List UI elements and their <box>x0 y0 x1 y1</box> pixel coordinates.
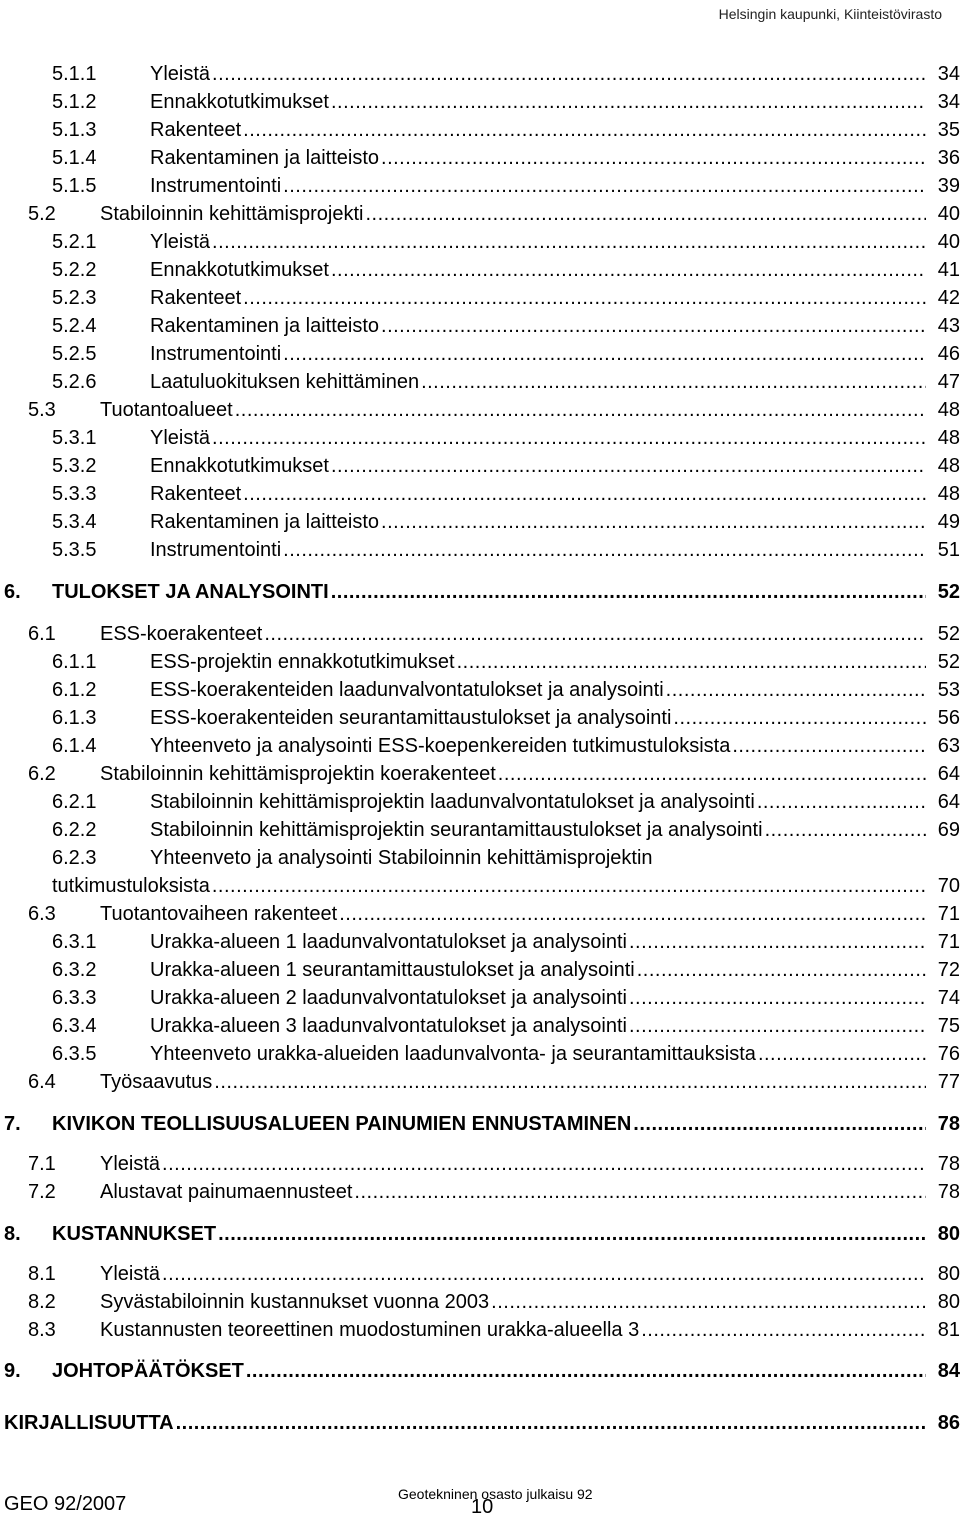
toc-entry[interactable] <box>0 258 960 282</box>
toc-entry[interactable] <box>0 1290 960 1314</box>
toc-entry-page: 78 <box>937 1153 960 1175</box>
toc-entry[interactable] <box>0 706 960 730</box>
toc-entry-number: 5.2.3 <box>52 287 97 309</box>
toc-leader-dots <box>162 1152 926 1176</box>
toc-entry[interactable] <box>0 1262 960 1286</box>
toc-entry[interactable] <box>0 790 960 814</box>
toc-leader-dots <box>765 818 926 842</box>
toc-entry-number: 5.1.3 <box>52 119 97 141</box>
toc-leader-dots <box>162 1262 926 1286</box>
toc-entry[interactable] <box>0 1318 960 1342</box>
toc-entry-title: Kustannusten teoreettinen muodostuminen urakka-alueella 3 <box>100 1319 640 1341</box>
toc-leader-dots <box>212 426 926 450</box>
toc-entry[interactable] <box>0 874 960 898</box>
toc-entry-number: 5.2.4 <box>52 315 97 337</box>
toc-entry[interactable] <box>0 762 960 786</box>
toc-entry-page: 48 <box>937 427 960 449</box>
toc-entry-page: 74 <box>937 987 960 1009</box>
toc-entry-page: 75 <box>937 1015 960 1037</box>
toc-entry-page: 78 <box>937 1113 960 1135</box>
toc-leader-dots <box>218 1222 926 1246</box>
toc-leader-dots <box>214 1070 926 1094</box>
toc-leader-dots <box>365 202 926 226</box>
toc-leader-dots <box>629 1014 926 1038</box>
toc-entry-page: 47 <box>937 371 960 393</box>
toc-entry-number: 6.2 <box>28 763 56 785</box>
toc-entry-number: 6.3.4 <box>52 1015 97 1037</box>
toc-entry-title: Stabiloinnin kehittämisprojektin seurantamittaustulokset ja analysointi <box>150 819 763 841</box>
toc-entry-page: 78 <box>937 1181 960 1203</box>
toc-entry-number: 6.3 <box>28 903 56 925</box>
toc-entry[interactable] <box>0 930 960 954</box>
toc-entry-number: 8.1 <box>28 1263 56 1285</box>
toc-entry[interactable] <box>0 90 960 114</box>
toc-leader-dots <box>331 454 926 478</box>
toc-entry[interactable] <box>0 650 960 674</box>
toc-entry-title: JOHTOPÄÄTÖKSET <box>52 1360 244 1382</box>
toc-entry-page: 80 <box>937 1223 960 1245</box>
toc-entry-number: 5.1.4 <box>52 147 97 169</box>
toc-entry-number: 5.3.5 <box>52 539 97 561</box>
toc-entry-page: 84 <box>937 1360 960 1382</box>
toc-entry-number: 6.3.1 <box>52 931 97 953</box>
toc-entry-number: 5.3.3 <box>52 483 97 505</box>
toc-entry[interactable] <box>0 1112 960 1136</box>
document-header: Helsingin kaupunki, Kiinteistövirasto <box>718 6 942 22</box>
footer-report-id: GEO 92/2007 <box>4 1493 127 1515</box>
toc-entry-title: Yleistä <box>150 231 211 253</box>
toc-entry-title: Rakenteet <box>150 287 242 309</box>
toc-leader-dots <box>283 174 926 198</box>
toc-leader-dots <box>491 1290 926 1314</box>
toc-entry-number: 5.3.2 <box>52 455 97 477</box>
toc-entry[interactable] <box>0 426 960 450</box>
toc-entry-number: 6.1.4 <box>52 735 97 757</box>
toc-entry-page: 80 <box>937 1291 960 1313</box>
toc-entry[interactable] <box>0 1222 960 1246</box>
toc-entry-title: Syvästabiloinnin kustannukset vuonna 2003 <box>100 1291 490 1313</box>
toc-entry-number: 5.2 <box>28 203 56 225</box>
toc-entry[interactable] <box>0 580 960 604</box>
toc-leader-dots <box>381 146 926 170</box>
toc-entry-page: 71 <box>937 931 960 953</box>
toc-leader-dots <box>283 342 926 366</box>
toc-leader-dots <box>421 370 926 394</box>
toc-entry-number: 7.2 <box>28 1181 56 1203</box>
toc-entry[interactable] <box>0 678 960 702</box>
toc-leader-dots <box>243 482 926 506</box>
toc-entry-page: 70 <box>937 875 960 897</box>
toc-leader-dots <box>629 930 926 954</box>
toc-leader-dots <box>331 90 926 114</box>
toc-entry[interactable] <box>0 482 960 506</box>
footer-publication: Geotekninen osasto julkaisu 92 <box>398 1486 593 1502</box>
toc-entry-title: Työsaavutus <box>100 1071 213 1093</box>
toc-entry-number: 7.1 <box>28 1153 56 1175</box>
toc-entry-page: 53 <box>937 679 960 701</box>
toc-leader-dots <box>243 286 926 310</box>
toc-entry-title: Tuotantovaiheen rakenteet <box>100 903 338 925</box>
toc-entry[interactable] <box>0 986 960 1010</box>
toc-entry-page: 48 <box>937 483 960 505</box>
toc-entry-title: Laatuluokituksen kehittäminen <box>150 371 420 393</box>
toc-entry-title: TULOKSET JA ANALYSOINTI <box>52 581 329 603</box>
toc-entry-number: 6.1.2 <box>52 679 97 701</box>
toc-entry-title: Urakka-alueen 2 laadunvalvontatulokset ja analysointi <box>150 987 627 1009</box>
toc-entry-number: 5.1.1 <box>52 63 97 85</box>
toc-entry-title: Alustavat painumaennusteet <box>100 1181 353 1203</box>
toc-entry-title: Yhteenveto urakka-alueiden laadunvalvonta- ja seurantamittauksista <box>150 1043 756 1065</box>
toc-leader-dots <box>339 902 926 926</box>
toc-entry-title: tutkimustuloksista <box>52 875 210 897</box>
toc-entry[interactable] <box>0 902 960 926</box>
toc-leader-dots <box>673 706 926 730</box>
toc-leader-dots <box>246 1359 926 1383</box>
toc-entry[interactable] <box>0 370 960 394</box>
toc-entry-page: 56 <box>937 707 960 729</box>
toc-entry-number: 7. <box>4 1113 21 1135</box>
toc-entry-page: 64 <box>937 791 960 813</box>
toc-entry-page: 35 <box>937 119 960 141</box>
toc-entry[interactable] <box>0 958 960 982</box>
toc-entry[interactable] <box>0 734 960 758</box>
toc-entry-number: 6. <box>4 581 21 603</box>
toc-entry-title: Urakka-alueen 3 laadunvalvontatulokset ja analysointi <box>150 1015 627 1037</box>
toc-entry-page: 48 <box>937 455 960 477</box>
toc-entry[interactable] <box>0 454 960 478</box>
toc-entry[interactable] <box>0 538 960 562</box>
toc-leader-dots <box>633 1112 926 1136</box>
toc-entry-page: 80 <box>937 1263 960 1285</box>
toc-entry[interactable] <box>0 342 960 366</box>
toc-entry[interactable] <box>0 174 960 198</box>
toc-entry[interactable] <box>0 1359 960 1383</box>
toc-entry-number: 5.1.2 <box>52 91 97 113</box>
toc-leader-dots <box>331 258 926 282</box>
toc-leader-dots <box>457 650 926 674</box>
toc-entry-title: Instrumentointi <box>150 175 282 197</box>
toc-entry-page: 39 <box>937 175 960 197</box>
toc-leader-dots <box>331 580 926 604</box>
toc-entry-number: 5.3.1 <box>52 427 97 449</box>
toc-entry-page: 46 <box>937 343 960 365</box>
toc-entry-page: 52 <box>937 581 960 603</box>
toc-entry-number: 6.3.3 <box>52 987 97 1009</box>
toc-entry-page: 86 <box>937 1412 960 1434</box>
toc-entry-number: 5.2.6 <box>52 371 97 393</box>
toc-leader-dots <box>637 958 926 982</box>
toc-entry-page: 34 <box>937 63 960 85</box>
toc-entry-page: 69 <box>937 819 960 841</box>
toc-leader-dots <box>243 118 926 142</box>
toc-entry-title: Rakentaminen ja laitteisto <box>150 315 380 337</box>
page-number: 10 <box>471 1496 494 1518</box>
toc-entry-page: 64 <box>937 763 960 785</box>
toc-entry-title: ESS-koerakenteiden seurantamittaustulokset ja analysointi <box>150 707 672 729</box>
toc-entry[interactable] <box>0 1070 960 1094</box>
toc-entry-title: Stabiloinnin kehittämisprojektin laadunvalvontatulokset ja analysointi <box>150 791 755 813</box>
toc-entry-title: Rakenteet <box>150 483 242 505</box>
toc-entry[interactable] <box>0 146 960 170</box>
toc-leader-dots <box>498 762 926 786</box>
toc-entry-title: Tuotantoalueet <box>100 399 233 421</box>
toc-entry-number: 5.3.4 <box>52 511 97 533</box>
toc-entry-title: KIVIKON TEOLLISUUSALUEEN PAINUMIEN ENNUSTAMINEN <box>52 1113 632 1135</box>
toc-entry-page: 34 <box>937 91 960 113</box>
toc-entry-page: 36 <box>937 147 960 169</box>
toc-leader-dots <box>629 986 926 1010</box>
toc-entry[interactable] <box>0 314 960 338</box>
toc-leader-dots <box>212 62 926 86</box>
toc-entry-title: Ennakkotutkimukset <box>150 259 329 281</box>
toc-entry-number: 6.3.2 <box>52 959 97 981</box>
toc-entry-title: Instrumentointi <box>150 539 282 561</box>
toc-leader-dots <box>641 1318 926 1342</box>
toc-leader-dots <box>354 1180 926 1204</box>
toc-entry-number: 6.2.1 <box>52 791 97 813</box>
toc-entry-page: 40 <box>937 203 960 225</box>
toc-entry-number: 6.1.3 <box>52 707 97 729</box>
toc-entry[interactable] <box>0 118 960 142</box>
toc-entry-title: Ennakkotutkimukset <box>150 91 329 113</box>
toc-leader-dots <box>666 678 926 702</box>
toc-entry[interactable] <box>0 1042 960 1066</box>
toc-entry-page: 72 <box>937 959 960 981</box>
toc-entry-page: 41 <box>937 259 960 281</box>
toc-entry[interactable] <box>0 1180 960 1204</box>
toc-entry-page: 42 <box>937 287 960 309</box>
toc-entry-page: 81 <box>937 1319 960 1341</box>
toc-entry-number: 6.4 <box>28 1071 56 1093</box>
toc-leader-dots <box>212 874 926 898</box>
toc-entry-title: Yhteenveto ja analysointi ESS-koepenkereiden tutkimustuloksista <box>150 735 731 757</box>
toc-entry-title: Stabiloinnin kehittämisprojektin koerakenteet <box>100 763 496 785</box>
toc-entry-title: ESS-koerakenteet <box>100 623 263 645</box>
toc-entry-page: 52 <box>937 651 960 673</box>
toc-leader-dots <box>235 398 926 422</box>
toc-entry[interactable] <box>0 398 960 422</box>
toc-entry[interactable] <box>0 1152 960 1176</box>
toc-entry-title: Yleistä <box>100 1263 161 1285</box>
toc-entry-number: 5.1.5 <box>52 175 97 197</box>
toc-entry-title: Instrumentointi <box>150 343 282 365</box>
toc-leader-dots <box>381 314 926 338</box>
toc-entry-title: Yleistä <box>150 63 211 85</box>
toc-entry-title: Rakenteet <box>150 119 242 141</box>
toc-entry-number: 6.1.1 <box>52 651 97 673</box>
toc-entry-title: ESS-koerakenteiden laadunvalvontatulokset ja analysointi <box>150 679 664 701</box>
toc-leader-dots <box>176 1411 926 1435</box>
toc-entry-number: 5.3 <box>28 399 56 421</box>
toc-entry-page: 51 <box>937 539 960 561</box>
toc-entry[interactable] <box>0 62 960 86</box>
toc-entry-page: 49 <box>937 511 960 533</box>
toc-entry-number: 6.2.3 <box>52 847 97 869</box>
toc-leader-dots <box>732 734 926 758</box>
toc-leader-dots <box>283 538 926 562</box>
toc-entry[interactable] <box>0 230 960 254</box>
toc-leader-dots <box>758 1042 926 1066</box>
toc-entry-title: Yhteenveto ja analysointi Stabiloinnin kehittämisprojektin <box>150 847 653 869</box>
toc-entry[interactable] <box>0 622 960 646</box>
toc-entry-title: Rakentaminen ja laitteisto <box>150 511 380 533</box>
toc-entry-number: 8.3 <box>28 1319 56 1341</box>
toc-entry-title: Ennakkotutkimukset <box>150 455 329 477</box>
toc-entry-number: 9. <box>4 1360 21 1382</box>
toc-entry-page: 63 <box>937 735 960 757</box>
toc-leader-dots <box>757 790 926 814</box>
toc-leader-dots <box>212 230 926 254</box>
toc-entry-title: Yleistä <box>150 427 211 449</box>
toc-entry[interactable] <box>0 510 960 534</box>
toc-entry-page: 71 <box>937 903 960 925</box>
toc-entry[interactable] <box>0 1411 960 1435</box>
toc-entry-page: 48 <box>937 399 960 421</box>
toc-entry-number: 5.2.5 <box>52 343 97 365</box>
toc-entry-number: 6.2.2 <box>52 819 97 841</box>
toc-entry-number: 5.2.1 <box>52 231 97 253</box>
toc-entry-number: 5.2.2 <box>52 259 97 281</box>
toc-entry-title: ESS-projektin ennakkotutkimukset <box>150 651 455 673</box>
toc-entry-number: 8.2 <box>28 1291 56 1313</box>
toc-entry-number: 6.1 <box>28 623 56 645</box>
toc-leader-dots <box>381 510 926 534</box>
toc-entry[interactable] <box>0 1014 960 1038</box>
toc-entry-page: 52 <box>937 623 960 645</box>
toc-entry-page: 77 <box>937 1071 960 1093</box>
toc-entry[interactable] <box>0 202 960 226</box>
toc-entry-title: Urakka-alueen 1 seurantamittaustulokset ja analysointi <box>150 959 635 981</box>
toc-leader-dots <box>264 622 926 646</box>
toc-entry[interactable] <box>0 818 960 842</box>
toc-entry-title: Yleistä <box>100 1153 161 1175</box>
toc-entry-page: 43 <box>937 315 960 337</box>
toc-entry-title: Urakka-alueen 1 laadunvalvontatulokset ja analysointi <box>150 931 627 953</box>
toc-entry-title: Rakentaminen ja laitteisto <box>150 147 380 169</box>
toc-entry-page: 40 <box>937 231 960 253</box>
toc-entry-title: KIRJALLISUUTTA <box>4 1412 174 1434</box>
toc-entry-title: KUSTANNUKSET <box>52 1223 217 1245</box>
toc-entry[interactable] <box>0 286 960 310</box>
toc-entry[interactable] <box>0 846 960 870</box>
toc-entry-number: 6.3.5 <box>52 1043 97 1065</box>
toc-entry-page: 76 <box>937 1043 960 1065</box>
toc-entry-title: Stabiloinnin kehittämisprojekti <box>100 203 364 225</box>
toc-entry-number: 8. <box>4 1223 21 1245</box>
